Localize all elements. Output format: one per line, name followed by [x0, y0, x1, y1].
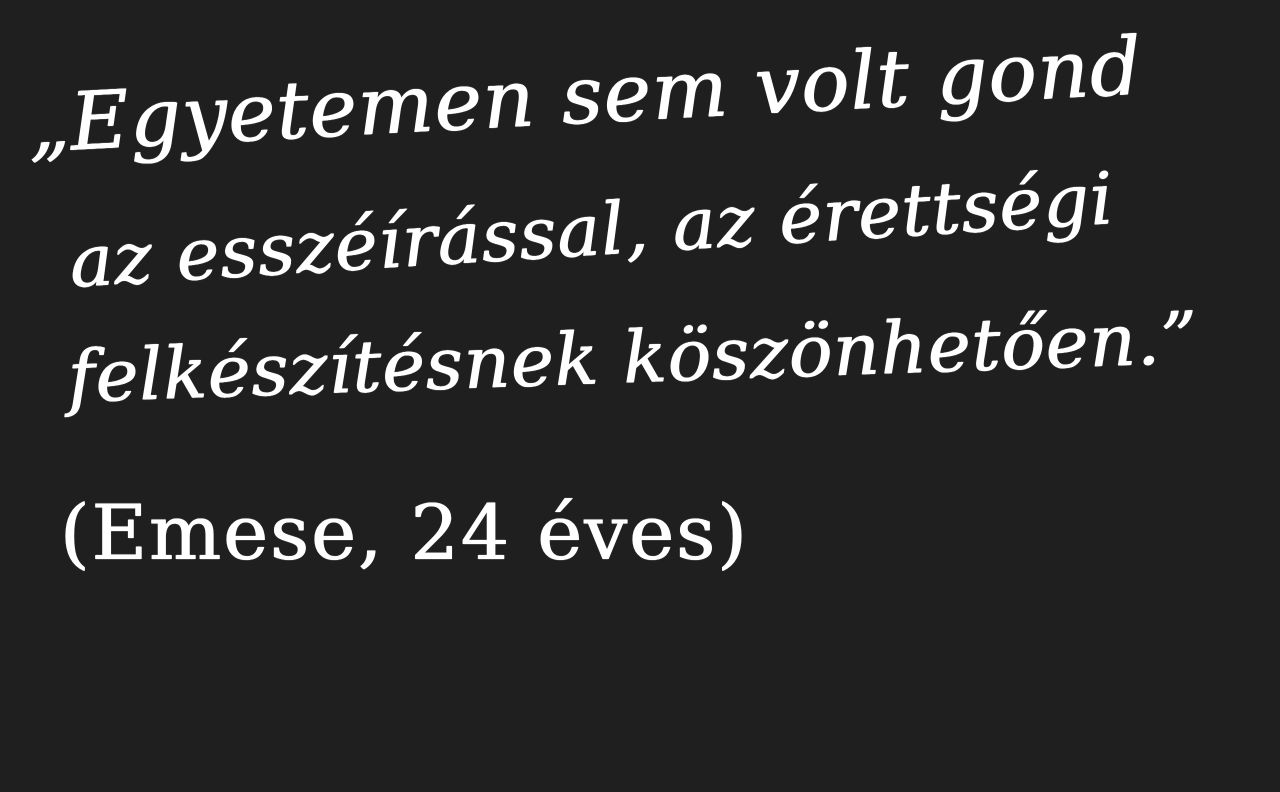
quote-line-1: „Egyetemen sem volt gond — [25, 19, 1145, 171]
attribution: (Emese, 24 éves) — [60, 488, 749, 577]
quote-line-2: az esszéírással, az érettségi — [67, 156, 1117, 304]
quote-line-3: felkészítésnek köszönhetően.” — [66, 295, 1200, 419]
